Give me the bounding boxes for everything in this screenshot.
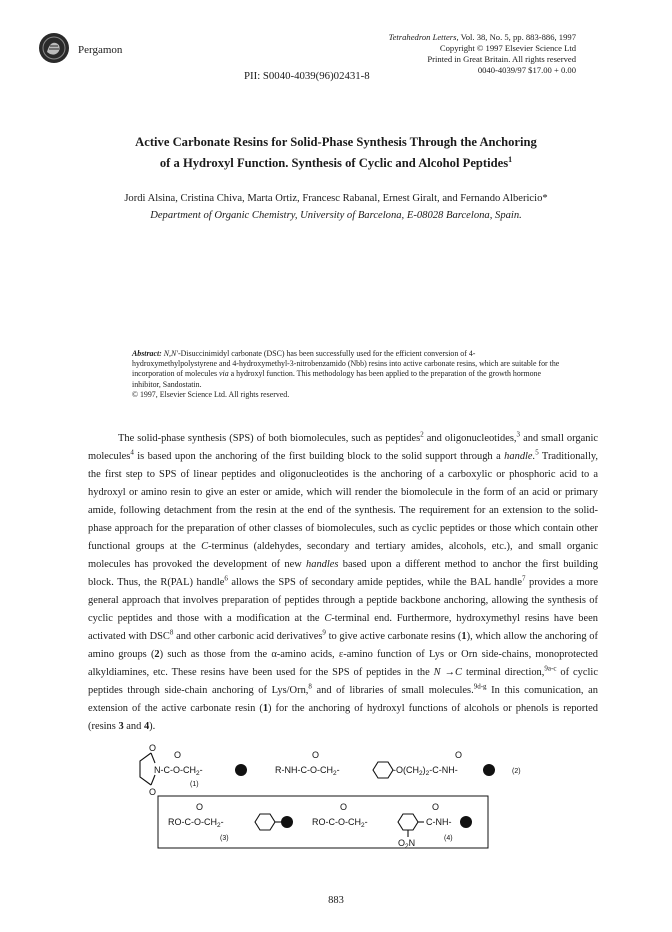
structure-2-amide-oxygen: O: [455, 750, 463, 760]
resin-bead: [460, 816, 472, 828]
reference-ref: 9d-g: [473, 682, 487, 691]
abstract-copyright: © 1997, Elsevier Science Ltd. All rights reserved.: [132, 389, 290, 399]
abstract: [132, 349, 560, 400]
paper-title: [60, 134, 612, 172]
formula-text: R-NH-C-O-CH: [275, 765, 333, 775]
structure-1-oxygen-top: O: [149, 743, 157, 753]
body-text: terminal direction,: [461, 667, 545, 678]
reference-ref: 5: [535, 448, 539, 457]
copyright-line: Copyright © 1997 Elsevier Science Ltd: [439, 43, 576, 53]
structure-3-label: (3): [220, 835, 229, 842]
compound-ref: 3: [118, 721, 124, 732]
body-text: ).: [149, 721, 156, 732]
body-text: Traditionally, the first step to SPS of linear peptides and oligonucleotides is the anchoring of a carboxylic or phosphoric acid to a hydroxyl or amino resin to give an ester or amide, which will render the biomolecule in the form of an acid or primary amide, following detachment from the resin at the end of the synthesis. The requirement for an extension to the solid-phase approach for the preparation of other classes of biomolecules, such as cyclic peptides or those which contain other functional groups at the: [88, 451, 598, 552]
formula-text: -C-NH-: [429, 765, 458, 775]
structure-1: [140, 743, 247, 797]
title-line-2: [60, 151, 612, 172]
structure-2-formula-right: [393, 765, 458, 777]
benzene-ring: [255, 814, 275, 830]
abstract-text: via: [219, 369, 229, 379]
structure-4-amide-oxygen: O: [432, 802, 440, 812]
body-text: based upon a different method to anchor the first building block. Thus, the R(PAL) handle: [88, 559, 598, 588]
body-text: to give active carbonate resins (: [325, 631, 462, 642]
resin-bead: [483, 764, 495, 776]
reference-ref: 4: [130, 448, 134, 457]
body-text: of cyclic peptides through side-chain anchoring of Lys/Orn,: [88, 667, 598, 696]
structure-3-formula: $RO-C-O-CH_2-$: [168, 817, 224, 829]
resin-bead: [235, 764, 247, 776]
structure-4-label: (4): [444, 835, 453, 842]
structure-1-formula: $N-C-O-CH_2-$: [154, 765, 203, 777]
resin-bead: [281, 816, 293, 828]
formula-subscript: 2: [196, 770, 200, 777]
structure-2: [275, 750, 521, 778]
benzene-ring: [398, 814, 418, 830]
title-line-1: Active Carbonate Resins for Solid-Phase Synthesis Through the Anchoring: [135, 135, 537, 149]
formula-subscript: 2: [217, 822, 221, 829]
body-text: ), which allow the anchoring of amino groups (: [88, 631, 598, 660]
compound-ref: 2: [154, 649, 160, 660]
structure-4-formula-right: C-NH-: [426, 817, 452, 827]
body-text: -terminus (aldehydes, secondary and tertiary amides, alcohols, etc.), and small organic molecules has provoked the development of new: [88, 541, 599, 570]
structure-1-label: (1): [190, 781, 199, 788]
body-text: ) for the anchoring of hydroxyl functions of alcohols or phenols is reported (resins: [88, 703, 598, 732]
structure-4: [312, 802, 472, 850]
formula-text: O: [398, 838, 406, 848]
structure-4-carbonyl-oxygen: O: [340, 802, 348, 812]
compound-ref: 1: [262, 703, 269, 714]
benzene-ring: [373, 762, 393, 778]
journal-details: , Vol. 38, No. 5, pp. 883-886, 1997: [456, 32, 576, 42]
abstract-text: a hydroxyl function. This methodology has been applied to the preparation of the growth hormone inhibitor, Sandostatin.: [132, 369, 541, 389]
reference-ref: 2: [420, 430, 424, 439]
journal-citation: [389, 32, 576, 43]
reference-ref: 3: [516, 430, 521, 439]
formula-text: N: [408, 838, 416, 848]
formula-subscript: 2: [419, 770, 423, 777]
price-code: 0040-4039/97 $17.00 + 0.00: [477, 65, 576, 75]
formula-text: RO-C-O-CH: [168, 817, 217, 827]
formula-subscript: 2: [333, 770, 337, 777]
body-text: N →C: [433, 667, 462, 678]
reference-ref: 7: [521, 574, 526, 583]
body-text: ) such as those from the α-amino acids, ε-amino function of Lys or Orn side-chains, monoprotected alkyldiamines, etc. These resins have been used for the SPS of peptides in the: [88, 649, 598, 678]
body-text: is based upon the anchoring of the first building block to the solid support through a: [133, 451, 505, 462]
formula-subscript: 2: [361, 822, 365, 829]
body-text: allows the SPS of secondary amide peptides, while the BAL handle: [227, 577, 522, 588]
abstract-text: N,N': [163, 349, 178, 358]
body-text: and: [123, 721, 144, 732]
body-text: handles: [306, 559, 339, 570]
structure-2-formula-left: $R-NH-C-O-CH_2-$: [275, 765, 340, 777]
chemical-structures-figure: [0, 743, 672, 853]
author-list: Jordi Alsina, Cristina Chiva, Marta Ortiz, Francesc Rabanal, Ernest Giralt, and Fernando Albericio*: [124, 193, 548, 204]
structure-2-carbonyl-oxygen: O: [312, 750, 320, 760]
title-line-2-text: of a Hydroxyl Function. Synthesis of Cyclic and Alcohol Peptides: [159, 156, 509, 171]
structure-1-oxygen-bottom: O: [149, 787, 157, 797]
body-text: C: [201, 541, 209, 552]
structure-4-formula-left: $RO-C-O-CH_2-$: [312, 817, 368, 829]
pii-code: PII: S0040-4039(96)02431-8: [244, 70, 370, 82]
body-text: and of libraries of small molecules.: [311, 685, 474, 696]
body-text: The solid-phase synthesis (SPS) of both biomolecules, such as peptides: [118, 433, 421, 444]
body-text: provides a more general approach that involves preparation of peptides through a peptide backbone anchoring, allowing the synthesis of cyclic peptides and those with a modification at the: [88, 577, 599, 624]
structure-1-carbonyl-oxygen: O: [174, 750, 182, 760]
title-footnote-ref: 1: [508, 155, 513, 164]
body-paragraph: [88, 430, 598, 736]
abstract-label: Abstract:: [132, 349, 162, 358]
formula-text: -O(CH: [393, 765, 419, 775]
reference-ref: 9a-c: [544, 664, 557, 673]
page-number: 883: [328, 895, 344, 906]
body-text: C: [324, 613, 332, 624]
body-text: and oligonucleotides,: [423, 433, 517, 444]
reference-ref: 9: [322, 628, 326, 637]
body-text: and other carbonic acid derivatives: [173, 631, 323, 642]
affiliation: Department of Organic Chemistry, University of Barcelona, E-08028 Barcelona, Spain.: [150, 210, 522, 221]
formula-text: N-C-O-CH: [154, 765, 196, 775]
publisher-name: Pergamon: [78, 44, 123, 56]
body-text: -terminal end. Furthermore, hydroxymethyl resins have been activated with DSC: [88, 613, 598, 642]
body-text: handle.: [504, 451, 536, 462]
journal-block: [389, 32, 576, 76]
formula-text: RO-C-O-CH: [312, 817, 361, 827]
reference-ref: 8: [308, 682, 312, 691]
reference-ref: 8: [169, 628, 174, 637]
abstract-text: -Disuccinimidyl carbonate (DSC) has been successfully used for the efficient conversion of 4-hydroxymethylpolystyrene and 4-hydroxymethyl-3-nitrobenzamido (Nbb) resins into active carbonate resins, which are suitable for the incorporation of molecules: [132, 349, 560, 379]
formula-subscript: 2: [425, 770, 430, 777]
compound-ref: 1: [461, 631, 467, 642]
body-text: and small organic molecules: [88, 433, 599, 462]
pergamon-logo: [38, 32, 70, 64]
formula-subscript: 2: [405, 843, 409, 850]
structure-2-label: (2): [512, 768, 521, 775]
printed-line: Printed in Great Britain. All rights reserved: [427, 54, 576, 64]
body-text: In this comunication, an extension of the active carbonate resin (: [88, 685, 598, 714]
formula-text: ): [422, 765, 426, 775]
compound-ref: 4: [143, 721, 150, 732]
structure-3: [168, 802, 293, 842]
journal-name: Tetrahedron Letters: [388, 32, 457, 42]
reference-ref: 6: [224, 574, 228, 583]
structure-3-carbonyl-oxygen: O: [196, 802, 204, 812]
